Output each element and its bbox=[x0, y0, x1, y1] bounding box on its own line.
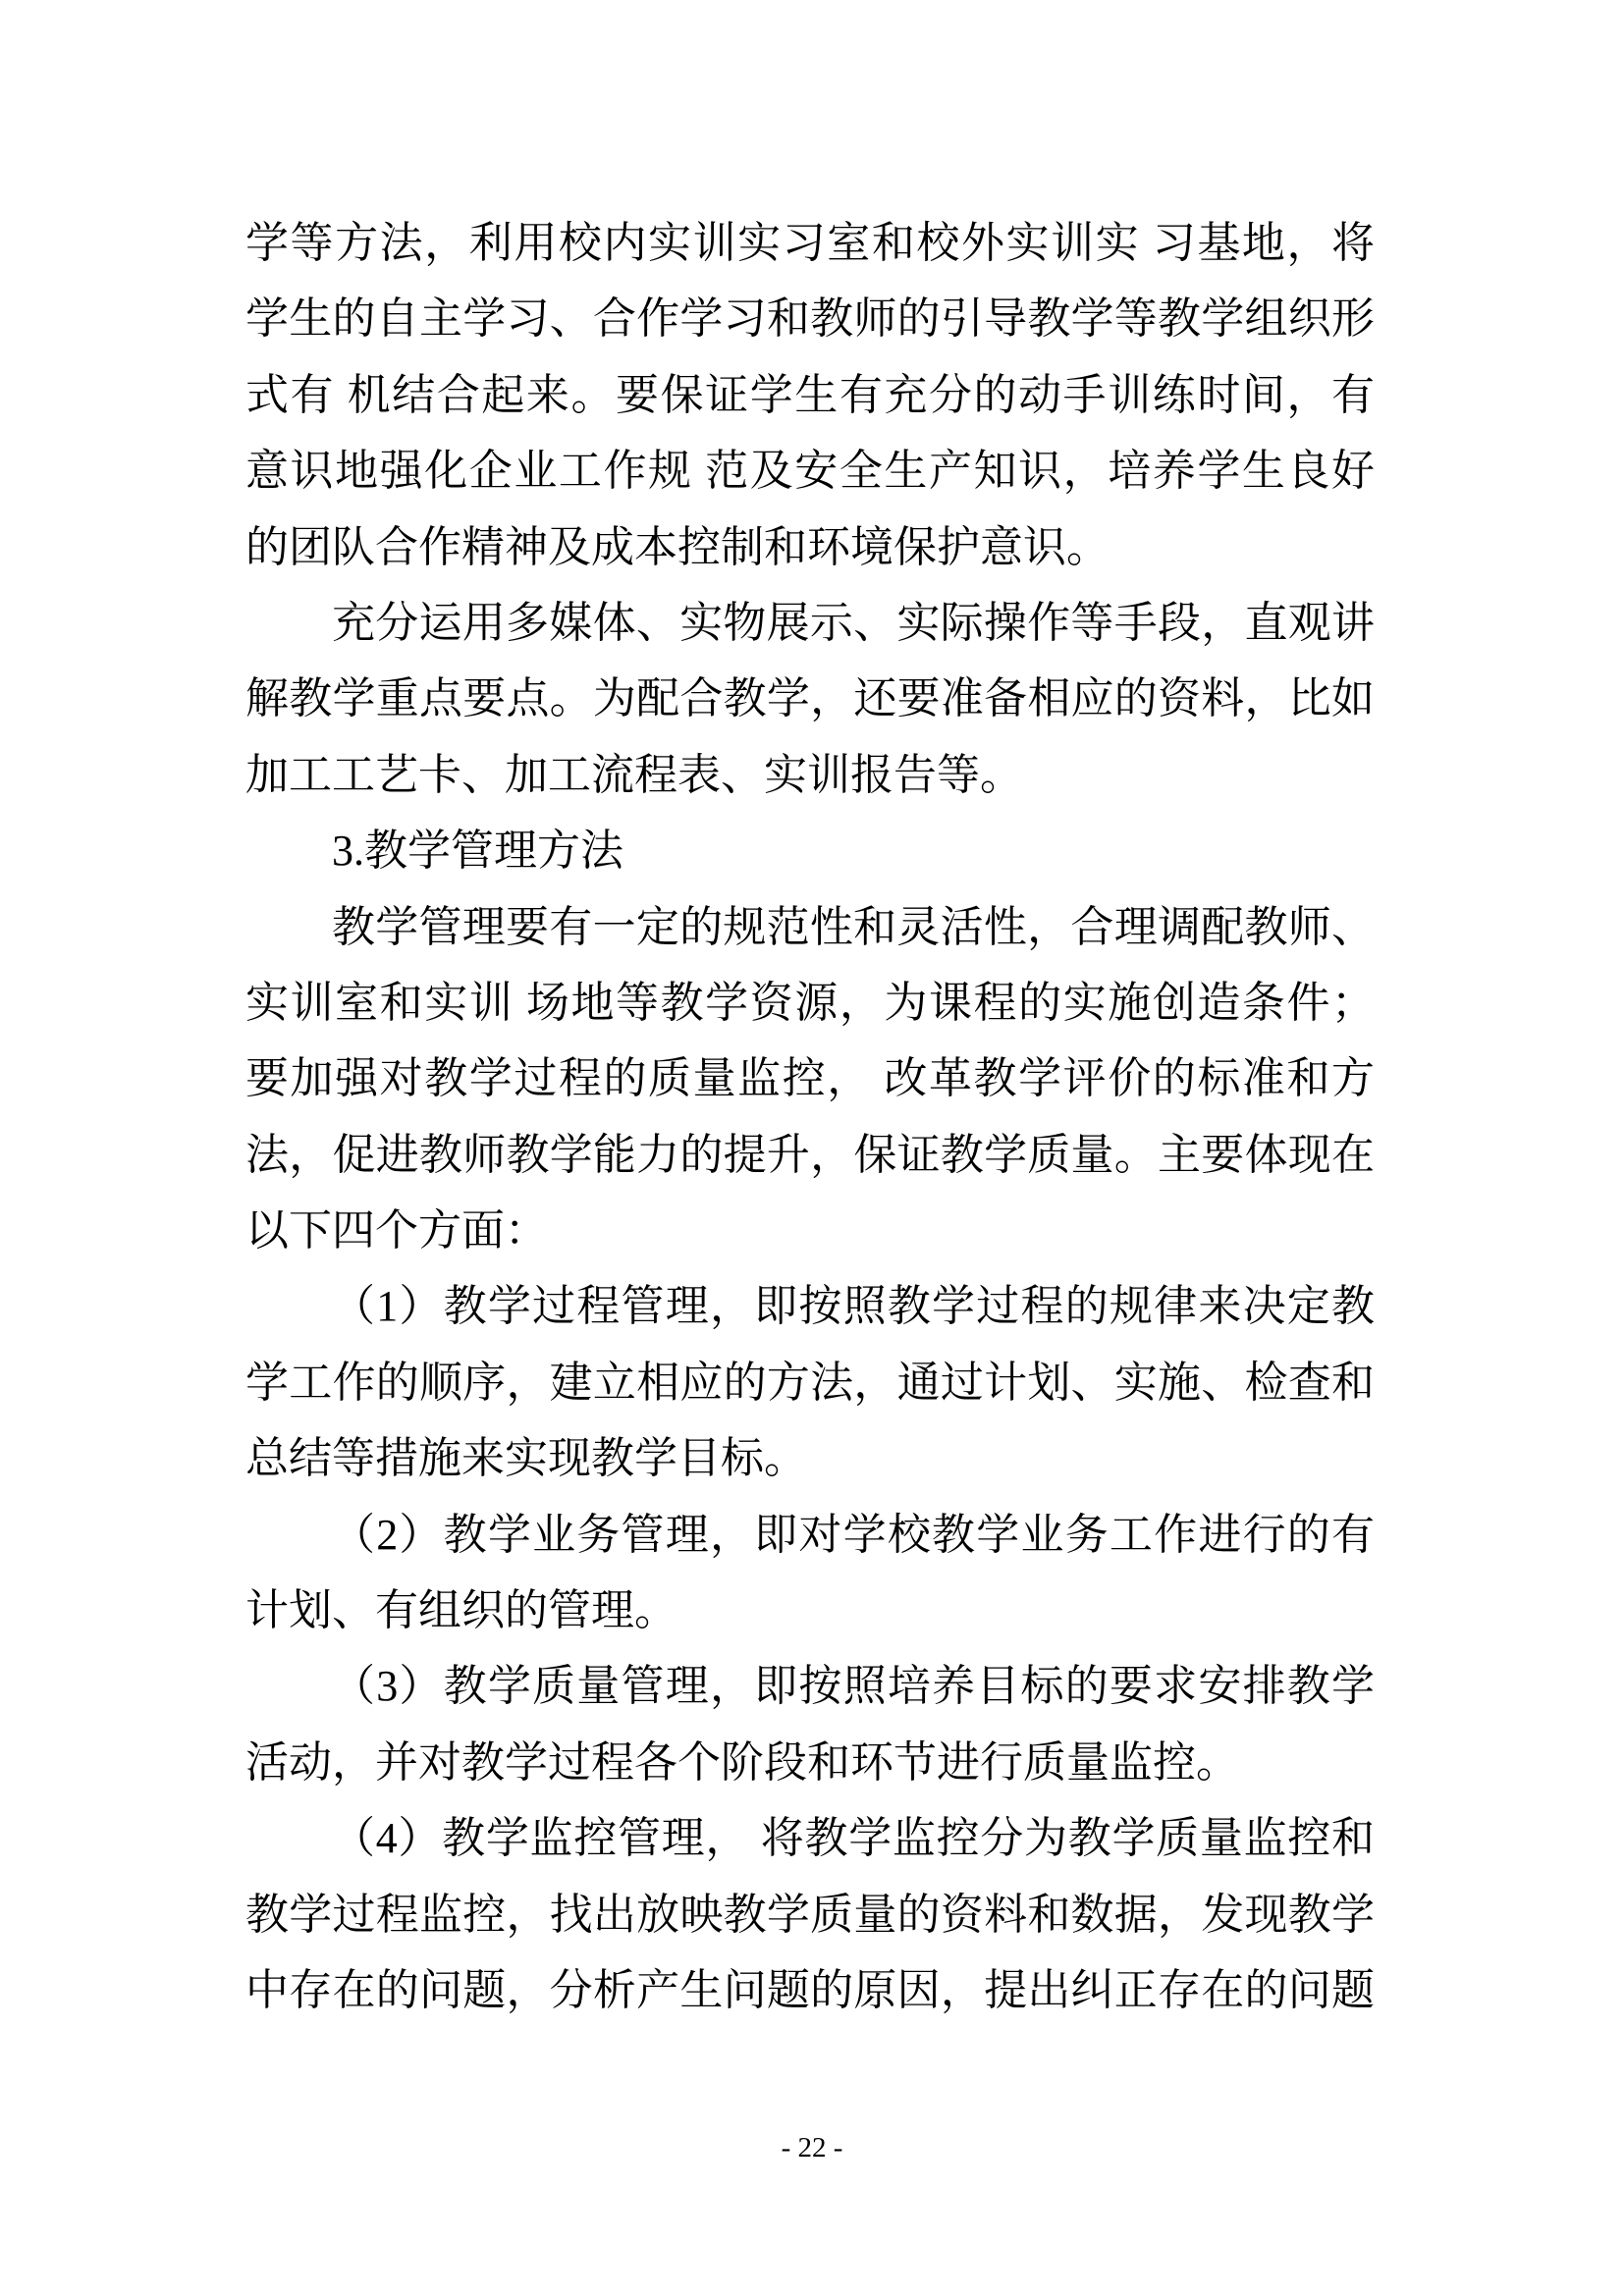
page-number: - 22 - bbox=[781, 2132, 843, 2163]
text-line-17: 总结等措施来实现教学目标。 bbox=[245, 1434, 807, 1483]
text-line-21: 活动，并对教学过程各个阶段和环节进行质量监控。 bbox=[245, 1737, 1239, 1787]
text-line-12: 要加强对教学过程的质量监控， 改革教学评价的标准和方 bbox=[245, 1054, 1375, 1103]
text-line-24: 中存在的问题，分析产生问题的原因，提出纠正存在的问题 bbox=[245, 1965, 1375, 2014]
text-line-11: 实训室和实训 场地等教学资源，为课程的实施创造条件； bbox=[245, 978, 1375, 1027]
text-line-10: 教学管理要有一定的规范性和灵活性，合理调配教师、 bbox=[332, 902, 1375, 951]
text-line-14: 以下四个方面： bbox=[245, 1206, 548, 1255]
text-line-3: 式有 机结合起来。要保证学生有充分的动手训练时间，有 bbox=[245, 370, 1375, 419]
text-line-20: （3）教学质量管理，即按照培养目标的要求安排教学 bbox=[332, 1662, 1375, 1711]
text-line-2: 学生的自主学习、合作学习和教师的引导教学等教学组织形 bbox=[245, 294, 1375, 344]
text-line-19: 计划、有组织的管理。 bbox=[245, 1586, 677, 1635]
text-line-9: 3.教学管理方法 bbox=[332, 827, 623, 876]
text-line-22: （4）教学监控管理， 将教学监控分为教学质量监控和 bbox=[332, 1814, 1375, 1863]
text-line-23: 教学过程监控，找出放映教学质量的资料和数据，发现教学 bbox=[245, 1890, 1375, 1939]
text-line-16: 学工作的顺序，建立相应的方法，通过计划、实施、检查和 bbox=[245, 1358, 1375, 1407]
text-line-13: 法，促进教师教学能力的提升，保证教学质量。主要体现在 bbox=[245, 1130, 1375, 1179]
text-line-8: 加工工艺卡、加工流程表、实训报告等。 bbox=[245, 750, 1023, 799]
text-line-4: 意识地强化企业工作规 范及安全生产知识，培养学生良好 bbox=[245, 447, 1375, 496]
text-line-15: （1）教学过程管理，即按照教学过程的规律来决定教 bbox=[332, 1282, 1375, 1331]
text-line-6: 充分运用多媒体、实物展示、实际操作等手段，直观讲 bbox=[332, 598, 1375, 647]
text-line-18: （2）教学业务管理，即对学校教学业务工作进行的有 bbox=[332, 1510, 1375, 1559]
document-body bbox=[245, 205, 1375, 2028]
text-line-5: 的团队合作精神及成本控制和环境保护意识。 bbox=[245, 522, 1110, 571]
text-line-7: 解教学重点要点。为配合教学，还要准备相应的资料，比如 bbox=[245, 674, 1375, 723]
text-line-1: 学等方法，利用校内实训实习室和校外实训实 习基地，将 bbox=[245, 219, 1375, 267]
page-footer bbox=[0, 2132, 1624, 2163]
